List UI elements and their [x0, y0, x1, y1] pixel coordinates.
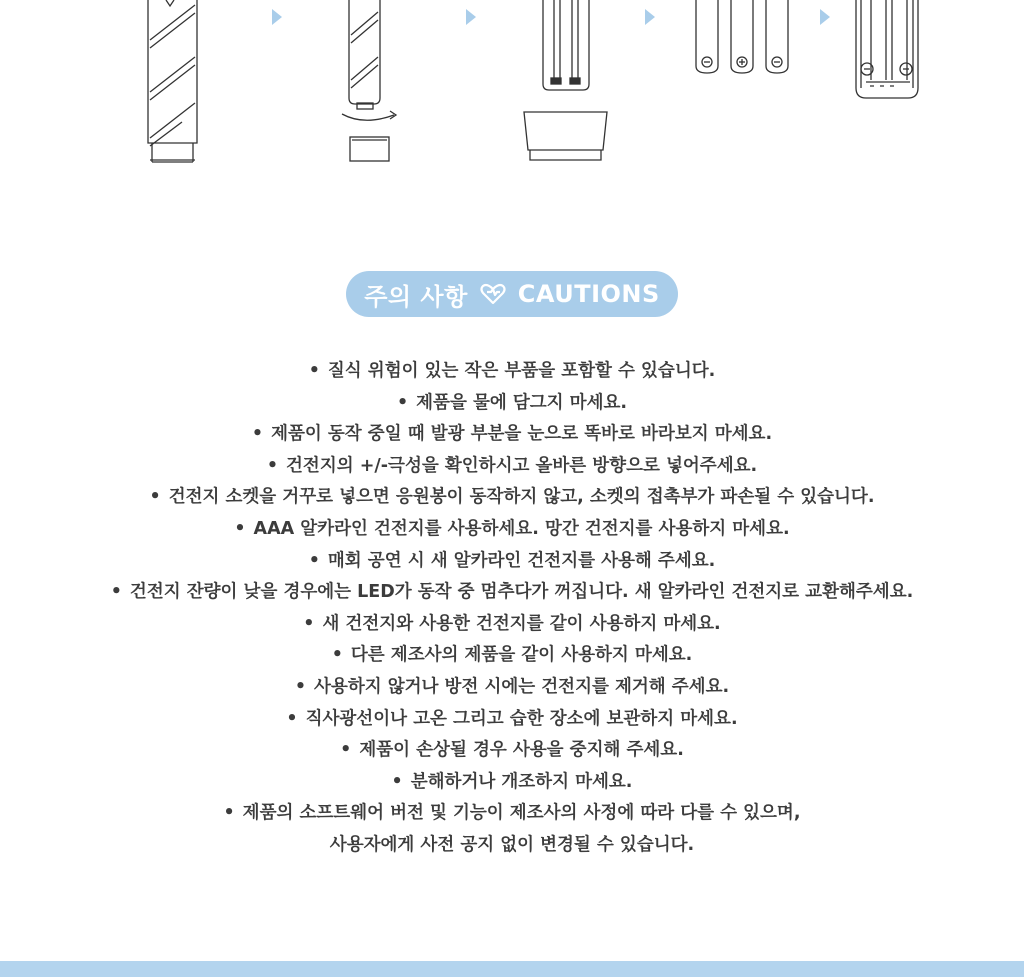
caution-item: • 건전지의 +/-극성을 확인하시고 올바른 방향으로 넣어주세요.: [266, 455, 758, 476]
lightstick-closed-illustration: [148, 0, 197, 162]
caution-item: • 건전지 소켓을 거꾸로 넣으면 응원봉이 동작하지 않고, 소켓의 접촉부가 파손될 수 있습니다.: [149, 487, 875, 508]
caution-item: • 제품이 동작 중일 때 발광 부분을 눈으로 똑바로 바라보지 마세요.: [251, 424, 773, 445]
arrow-right-icon: [820, 9, 830, 25]
caution-item: • 제품이 손상될 경우 사용을 중지해 주세요.: [340, 740, 684, 761]
caution-item: • 매회 공연 시 새 알카라인 건전지를 사용해 주세요.: [308, 550, 716, 571]
caution-item: • 사용하지 않거나 방전 시에는 건전지를 제거해 주세요.: [294, 676, 730, 697]
cautions-heading-badge: [346, 271, 678, 317]
caution-item: • 제품의 소프트웨어 버전 및 기능이 제조사의 사정에 따라 다를 수 있으며,: [223, 803, 801, 824]
battery-install-steps: [0, 0, 1024, 175]
lightstick-cap-twist-illustration: [342, 0, 396, 161]
caution-item: • 새 건전지와 사용한 건전지를 같이 사용하지 마세요.: [303, 613, 721, 634]
caution-item: • 분해하거나 개조하지 마세요.: [391, 771, 633, 792]
aaa-batteries-illustration: [696, 0, 788, 73]
arrow-right-icon: [272, 9, 282, 25]
batteries-installed-illustration: [856, 0, 918, 98]
arrow-right-icon: [645, 9, 655, 25]
cautions-title-ko: 주의 사항: [364, 282, 468, 311]
caution-item: • AAA 알카라인 건전지를 사용하세요. 망간 건전지를 사용하지 마세요.: [234, 518, 790, 539]
caution-item: • 다른 제조사의 제품을 같이 사용하지 마세요.: [331, 645, 693, 666]
caution-item: • 질식 위험이 있는 작은 부품을 포함할 수 있습니다.: [308, 361, 716, 381]
battery-compartment-open-illustration: [524, 0, 607, 160]
caution-item: • 직사광선이나 고온 그리고 습한 장소에 보관하지 마세요.: [286, 708, 738, 729]
caution-item: • 건전지 잔량이 낮을 경우에는 LED가 동작 중 멈추다가 꺼집니다. 새 알카라인 건전지로 교환해주세요.: [110, 582, 914, 603]
cautions-title-en: CAUTIONS: [517, 280, 660, 308]
heart-icon: [480, 283, 506, 305]
footer-bar: [0, 961, 1024, 977]
cautions-list: [0, 356, 1024, 862]
caution-item-continued: 사용자에게 사전 공지 없이 변경될 수 있습니다.: [329, 834, 695, 855]
arrow-right-icon: [466, 9, 476, 25]
caution-item: • 제품을 물에 담그지 마세요.: [396, 392, 628, 413]
